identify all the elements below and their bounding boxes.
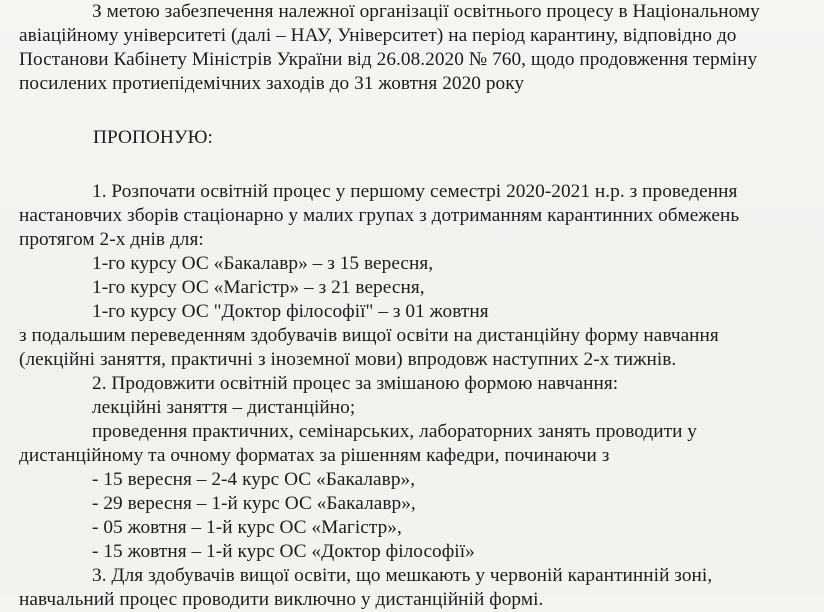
proposal-heading: ПРОПОНУЮ: (93, 127, 213, 148)
item1-line-2: настановчих зборів стаціонарно у малих групах з дотриманням карантинних обмежень (19, 205, 740, 226)
item1-line-4: з подальшим переведенням здобувачів вищої освіти на дистанційну форму навчання (19, 325, 719, 346)
item1-sub-1: 1-го курсу ОС «Бакалавр» – з 15 вересня, (92, 253, 434, 274)
item2-line-2: лекційні заняття – дистанційно; (92, 397, 356, 418)
item3-line-2: навчальний процес проводити виключно у дистанційній формі. (19, 589, 544, 610)
item3-line-1: 3. Для здобувачів вищої освіти, що мешкають у червоній карантинній зоні, (92, 565, 713, 586)
item2-line-1: 2. Продовжити освітній процес за змішаною формою навчання: (92, 373, 619, 394)
intro-line-1: З метою забезпечення належної організації освітнього процесу в Національному (92, 1, 760, 22)
intro-line-4: посилених протиепідемічних заходів до 31 жовтня 2020 року (19, 73, 525, 94)
item1-sub-2: 1-го курсу ОС «Магістр» – з 21 вересня, (92, 277, 425, 298)
intro-line-2: авіаційному університеті (далі – НАУ, Університет) на період карантину, відповідно до (19, 25, 737, 46)
item2-line-3: проведення практичних, семінарських, лабораторних занять проводити у (92, 421, 697, 442)
item2-line-4: дистанційному та очному форматах за рішенням кафедри, починаючи з (19, 445, 610, 466)
item1-line-3: протягом 2-х днів для: (19, 229, 204, 250)
item2-sub-1: - 15 вересня – 2-4 курс ОС «Бакалавр», (92, 469, 416, 490)
intro-line-3: Постанови Кабінету Міністрів України від 26.08.2020 № 760, щодо продовження терміну (19, 49, 758, 70)
item1-line-5: (лекційні заняття, практичні з іноземної мови) впродовж наступних 2-х тижнів. (19, 349, 677, 370)
item1-line-1: 1. Розпочати освітній процес у першому семестрі 2020-2021 н.р. з проведення (92, 181, 738, 202)
item2-sub-4: - 15 жовтня – 1-й курс ОС «Доктор філософії» (92, 541, 475, 562)
item2-sub-2: - 29 вересня – 1-й курс ОС «Бакалавр», (92, 493, 416, 514)
item2-sub-3: - 05 жовтня – 1-й курс ОС «Магістр», (92, 517, 402, 538)
item1-sub-3: 1-го курсу ОС "Доктор філософії" – з 01 жовтня (92, 301, 489, 322)
